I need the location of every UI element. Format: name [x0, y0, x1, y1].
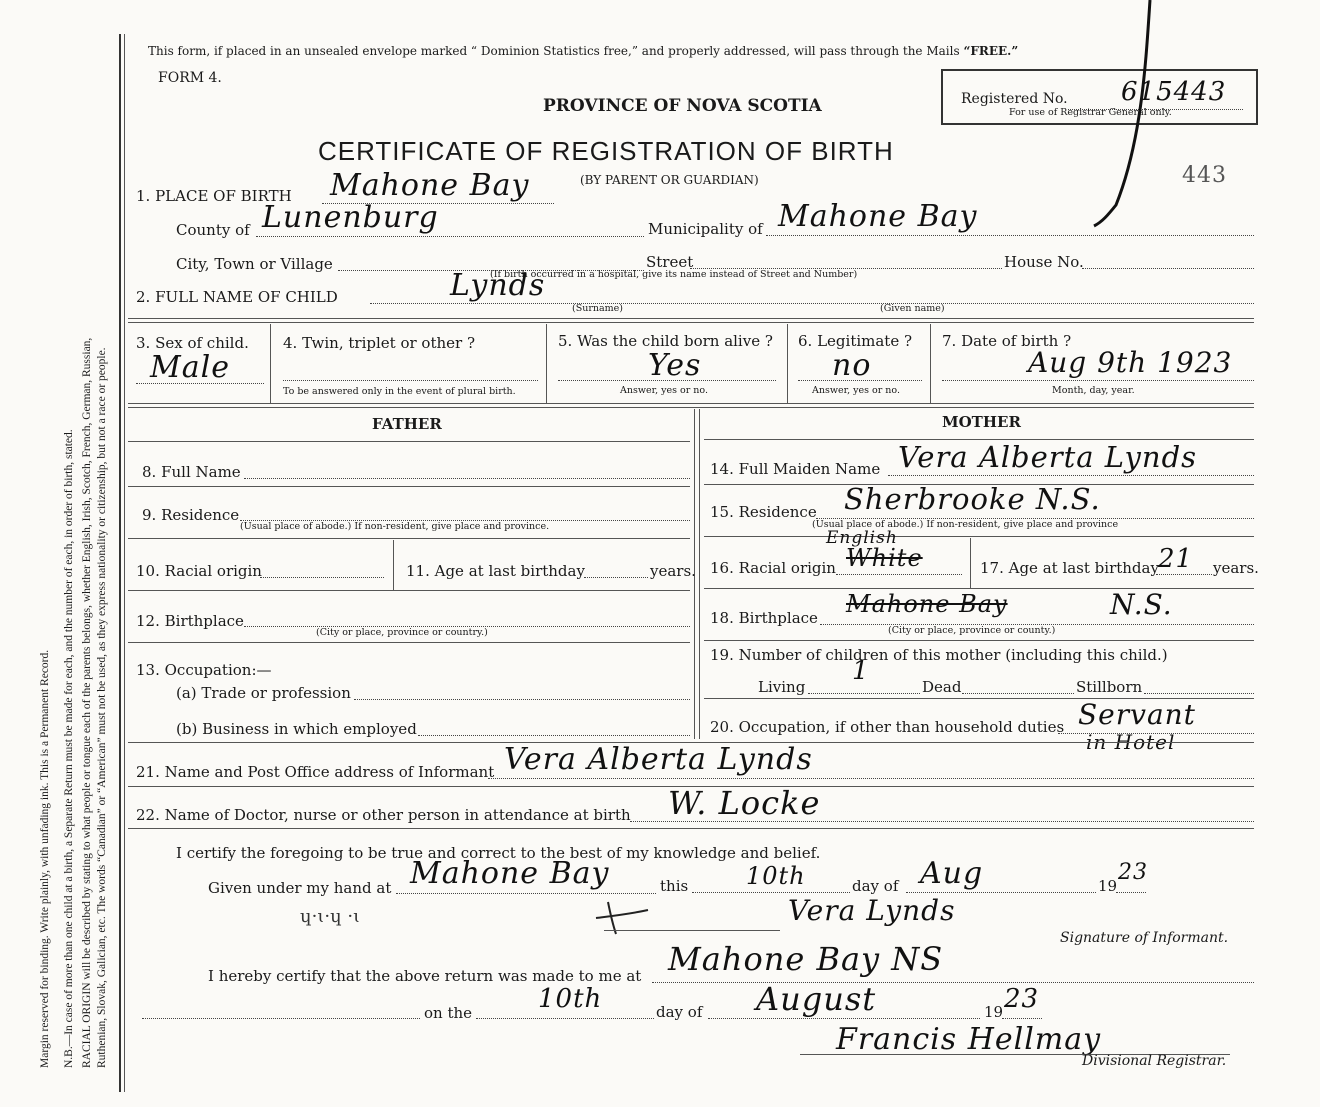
mother-race-value: White — [846, 544, 923, 572]
registrar-year-prefix: 19 — [984, 1003, 1004, 1021]
mother-occupation-value-2: in Hotel — [1086, 730, 1176, 754]
father-age-label: 11. Age at last birthday — [406, 562, 585, 580]
informant-value: Vera Alberta Lynds — [504, 742, 813, 777]
dob-label: 7. Date of birth ? — [942, 332, 1072, 350]
city-label: City, Town or Village — [176, 255, 333, 273]
certify-dayof-label: day of — [852, 877, 899, 895]
father-birthplace-note: (City or place, province or country.) — [316, 627, 488, 638]
house-label: House No. — [1004, 253, 1084, 271]
child-surname: Lynds — [450, 268, 546, 303]
mother-race-label: 16. Racial origin — [710, 559, 836, 577]
cross-mark — [590, 898, 660, 938]
county-label: County of — [176, 221, 250, 239]
mother-birthplace-value: N.S. — [1110, 588, 1173, 621]
registrar-text: I hereby certify that the above return was made to me at — [208, 967, 642, 985]
father-residence-label: 9. Residence — [142, 506, 240, 524]
twin-note: To be answered only in the event of plural birth. — [283, 386, 516, 397]
registrar-place-value: Mahone Bay NS — [668, 940, 944, 978]
registrar-on-label: on the — [424, 1004, 473, 1022]
informant-mark: ɥ·ɩ·ɥ ·ɩ — [300, 906, 361, 927]
mother-birthplace-label: 18. Birthplace — [710, 609, 818, 627]
mother-age-value: 21 — [1158, 544, 1194, 574]
father-occupation-label: 13. Occupation:— — [136, 661, 272, 679]
certify-month-value: Aug — [920, 856, 984, 891]
legitimate-label: 6. Legitimate ? — [798, 332, 913, 350]
signature-caption: Signature of Informant. — [1060, 930, 1229, 946]
given-name-caption: (Given name) — [880, 303, 945, 314]
mother-name-value: Vera Alberta Lynds — [898, 440, 1198, 474]
mother-residence-note: (Usual place of abode.) If non-resident, give place and province — [812, 519, 1119, 530]
father-residence-note: (Usual place of abode.) If non-resident, give place and province. — [240, 521, 550, 532]
dob-value: Aug 9th 1923 — [1028, 346, 1233, 379]
doctor-label: 22. Name of Doctor, nurse or other person in attendance at birth — [136, 806, 631, 824]
alive-note: Answer, yes or no. — [620, 385, 709, 396]
hospital-note: (If birth occurred in a hospital, give its name instead of Street and Number) — [490, 269, 858, 280]
mother-children-label: 19. Number of children of this mother (including this child.) — [710, 646, 1168, 664]
mother-occupation-value: Servant — [1078, 698, 1196, 731]
pen-stroke — [1080, 0, 1170, 230]
place-of-birth-label: 1. PLACE OF BIRTH — [136, 187, 292, 205]
registered-note: For use of Registrar General only. — [1009, 107, 1172, 118]
father-years: years. — [650, 562, 696, 580]
given-place-value: Mahone Bay — [410, 856, 610, 891]
province-title: PROVINCE OF NOVA SCOTIA — [543, 96, 822, 116]
father-birthplace-label: 12. Birthplace — [136, 612, 244, 630]
certify-year-value: 23 — [1118, 860, 1148, 885]
county-value: Lunenburg — [262, 200, 439, 235]
alive-label: 5. Was the child born alive ? — [558, 332, 773, 350]
mother-birthplace-struck: Mahone Bay — [846, 590, 1008, 618]
mother-age-label: 17. Age at last birthday — [980, 559, 1159, 577]
father-name-label: 8. Full Name — [142, 463, 241, 481]
registrar-dayof-label: day of — [656, 1003, 703, 1021]
dead-label: Dead — [922, 678, 962, 696]
father-race-label: 10. Racial origin — [136, 562, 262, 580]
dob-note: Month, day, year. — [1052, 385, 1135, 396]
mother-residence-label: 15. Residence — [710, 503, 817, 521]
sex-value: Male — [150, 350, 230, 385]
registered-number: 615443 — [1121, 77, 1227, 107]
registry-stamp: 443 — [1182, 163, 1227, 188]
informant-signature: Vera Lynds — [788, 894, 956, 927]
certify-day-value: 10th — [746, 862, 806, 890]
father-trade-label: (a) Trade or profession — [176, 684, 351, 702]
mail-notice: This form, if placed in an unsealed envelope marked “ Dominion Statistics free,” and properly addressed, will pass through the Mails “FREE.” — [148, 44, 1019, 58]
mother-race-correction: English — [826, 528, 898, 548]
this-label: this — [660, 877, 689, 895]
twin-label: 4. Twin, triplet or other ? — [283, 334, 475, 352]
margin-note-3: RACIAL ORIGIN will be described by stating to what people or tongue each of the parents belongs, whether English, Irish, Scotch, French, German, Russian, — [81, 337, 93, 1068]
mother-years: years. — [1213, 559, 1259, 577]
municipality-label: Municipality of — [648, 220, 763, 238]
margin-note-4: Ruthenian, Slovak, Galician, etc. The words “Canadian” or “American” must not be used, as they express nationality or citizenship, but not a race or people. — [96, 347, 108, 1068]
registrar-year-value: 23 — [1004, 984, 1040, 1014]
margin-rule-inner — [124, 34, 125, 1092]
stillborn-label: Stillborn — [1076, 678, 1143, 696]
mother-birthplace-note: (City or place, province or county.) — [888, 625, 1056, 636]
alive-value: Yes — [648, 348, 702, 383]
street-label: Street — [646, 253, 694, 271]
certify-text: I certify the foregoing to be true and correct to the best of my knowledge and belief. — [176, 844, 821, 862]
father-header: FATHER — [372, 415, 442, 433]
certify-year-prefix: 19 — [1098, 877, 1118, 895]
registered-label: Registered No. — [961, 91, 1068, 107]
registrar-day-value: 10th — [538, 984, 603, 1014]
sex-label: 3. Sex of child. — [136, 334, 249, 352]
living-value: 1 — [852, 656, 870, 686]
given-label: Given under my hand at — [208, 879, 392, 897]
legitimate-value: no — [832, 348, 872, 383]
child-name-label: 2. FULL NAME OF CHILD — [136, 288, 338, 306]
mother-residence-value: Sherbrooke N.S. — [844, 482, 1101, 516]
margin-rule — [119, 34, 121, 1092]
margin-note-2: N.B.—In case of more than one child at a birth, a Separate Return must be made for each, and the number of each, in order of birth, stated. — [63, 429, 75, 1068]
doctor-value: W. Locke — [668, 784, 821, 822]
certificate-subtitle: (BY PARENT OR GUARDIAN) — [580, 173, 759, 187]
mother-name-label: 14. Full Maiden Name — [710, 460, 881, 478]
place-of-birth-value: Mahone Bay — [330, 168, 530, 203]
surname-caption: (Surname) — [572, 303, 623, 314]
certificate-title: CERTIFICATE OF REGISTRATION OF BIRTH — [318, 136, 894, 166]
living-label: Living — [758, 678, 806, 696]
registrar-title: Divisional Registrar. — [1082, 1053, 1227, 1069]
informant-label: 21. Name and Post Office address of Informant — [136, 763, 495, 781]
mother-header: MOTHER — [942, 413, 1021, 431]
municipality-value: Mahone Bay — [778, 199, 978, 234]
registrar-month-value: August — [756, 980, 877, 1018]
father-business-label: (b) Business in which employed — [176, 720, 417, 738]
margin-note-1: Margin reserved for binding. Write plainly, with unfading ink. This is a Permanent Record. — [39, 649, 51, 1068]
form-number: FORM 4. — [158, 70, 222, 86]
legitimate-note: Answer, yes or no. — [812, 385, 901, 396]
mother-occupation-label: 20. Occupation, if other than household duties — [710, 718, 1065, 736]
registrar-signature: Francis Hellmay — [836, 1022, 1102, 1057]
